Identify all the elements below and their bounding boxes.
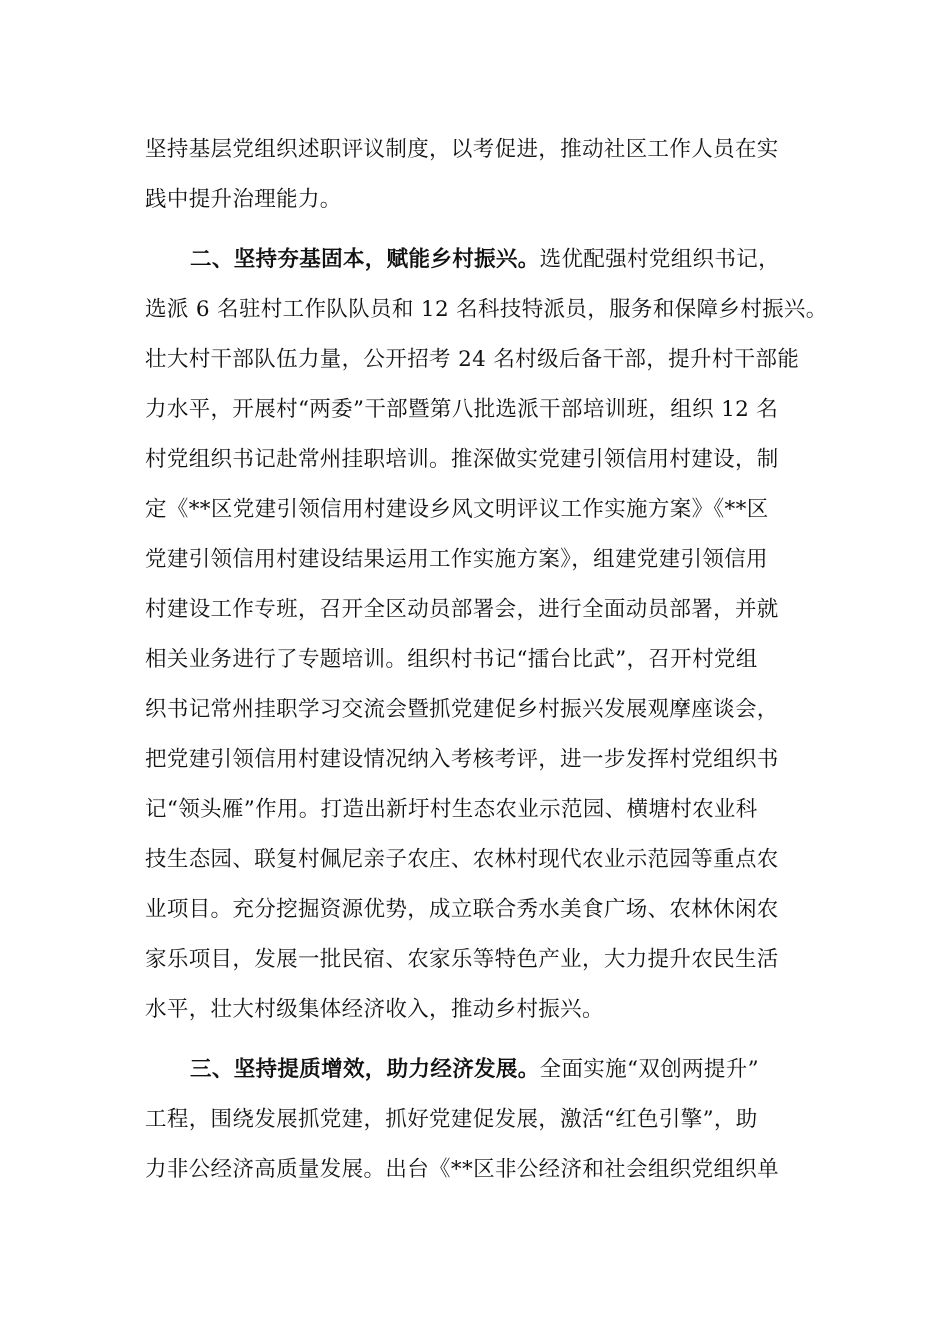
paragraph-line: 壮大村干部队伍力量，公开招考 24 名村级后备干部，提升村干部能 <box>145 347 800 372</box>
paragraph-line: 家乐项目，发展一批民宿、农家乐等特色产业，大力提升农民生活 <box>145 947 779 972</box>
paragraph-line: 业项目。充分挖掘资源优势，成立联合秀水美食广场、农林休闲农 <box>145 897 779 922</box>
section-heading: 二、坚持夯基固本，赋能乡村振兴。 <box>190 247 540 272</box>
paragraph-line: 选派 6 名驻村工作队队员和 12 名科技特派员，服务和保障乡村振兴。 <box>145 297 828 322</box>
paragraph-line: 水平，壮大村级集体经济收入，推动乡村振兴。 <box>145 997 604 1022</box>
paragraph-line: 党建引领信用村建设结果运用工作实施方案》，组建党建引领信用 <box>145 547 768 572</box>
paragraph-line: 把党建引领信用村建设情况纳入考核考评，进一步发挥村党组织书 <box>145 747 779 772</box>
paragraph-line: 力非公经济高质量发展。出台《**区非公经济和社会组织党组织单 <box>145 1157 780 1182</box>
paragraph-line: 村建设工作专班，召开全区动员部署会，进行全面动员部署，并就 <box>145 597 779 622</box>
paragraph-line: 践中提升治理能力。 <box>145 187 342 212</box>
paragraph-line: 定《**区党建引领信用村建设乡风文明评议工作实施方案》《**区 <box>145 497 769 522</box>
paragraph-text: 选优配强村党组织书记， <box>539 247 780 272</box>
paragraph-line: 技生态园、联复村佩尼亲子农庄、农林村现代农业示范园等重点农 <box>145 847 779 872</box>
paragraph-line: 村党组织书记赴常州挂职培训。推深做实党建引领信用村建设，制 <box>145 447 779 472</box>
paragraph-line: 记“领头雁”作用。打造出新圩村生态农业示范园、横塘村农业科 <box>145 797 758 822</box>
paragraph-first-line <box>190 1056 759 1084</box>
paragraph-line: 工程，围绕发展抓党建，抓好党建促发展，激活“红色引擎”，助 <box>145 1107 758 1132</box>
paragraph-first-line <box>190 246 780 274</box>
section-heading: 三、坚持提质增效，助力经济发展。 <box>190 1057 540 1082</box>
paragraph-line: 力水平，开展村“两委”干部暨第八批选派干部培训班，组织 12 名 <box>145 397 779 422</box>
paragraph-line: 坚持基层党组织述职评议制度，以考促进，推动社区工作人员在实 <box>145 137 779 162</box>
paragraph-line: 相关业务进行了专题培训。组织村书记“擂台比武”，召开村党组 <box>145 647 758 672</box>
paragraph-text: 全面实施“双创两提升” <box>539 1057 759 1082</box>
paragraph-line: 织书记常州挂职学习交流会暨抓党建促乡村振兴发展观摩座谈会， <box>145 697 779 722</box>
